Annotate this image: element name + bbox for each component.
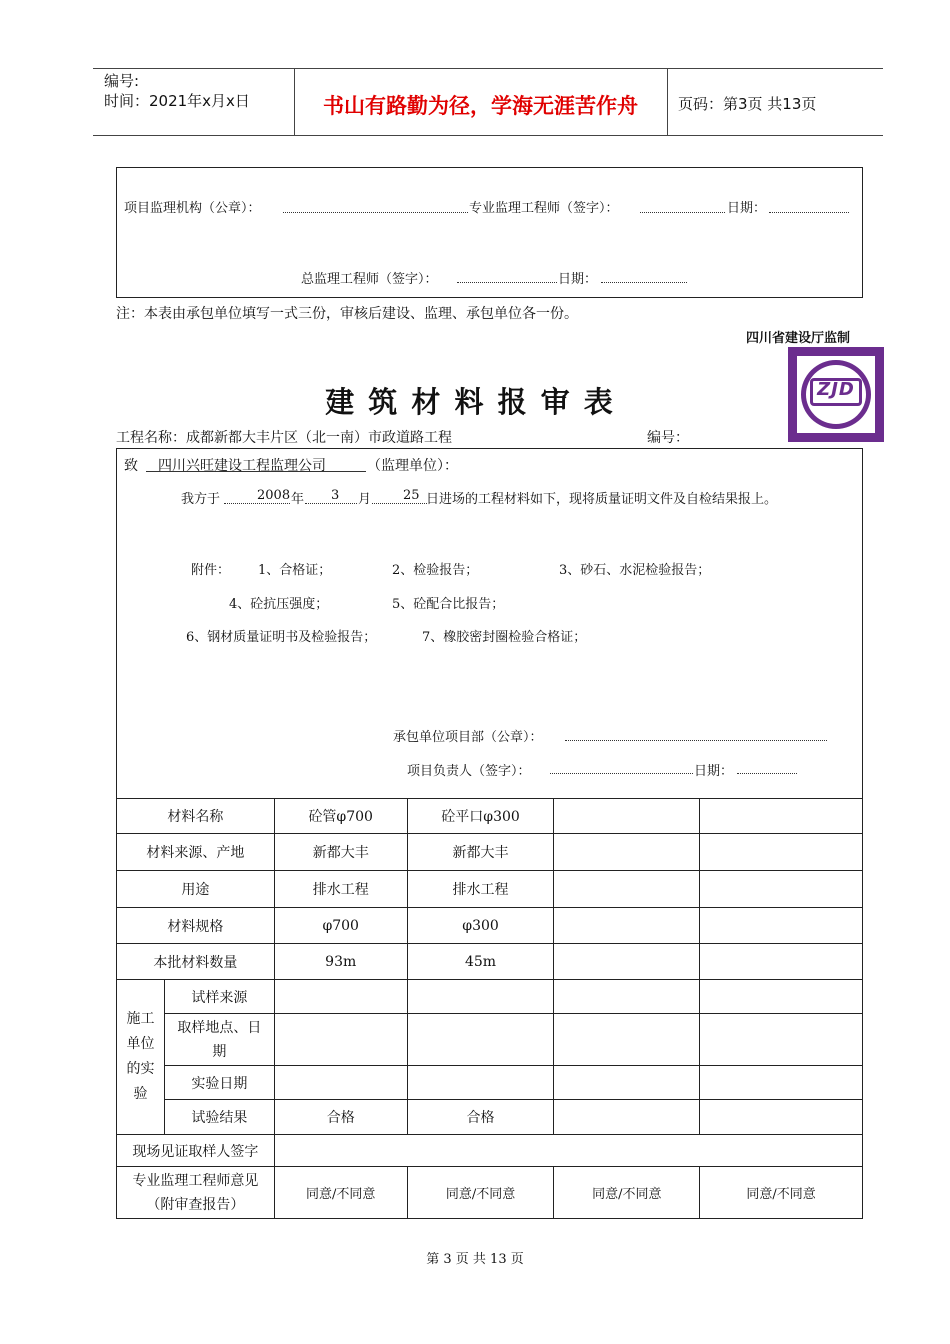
zjd-logo: ZJD bbox=[788, 347, 884, 442]
year-value: 2008 bbox=[257, 488, 291, 503]
table-cell bbox=[554, 944, 700, 980]
attachment-4: 4、砼抗压强度； bbox=[229, 597, 329, 612]
table-cell: 新都大丰 bbox=[274, 834, 407, 871]
attachment-7: 7、橡胶密封圈检验合格证； bbox=[422, 630, 587, 645]
table-cell: 砼平口φ300 bbox=[407, 799, 554, 834]
row-label: 试验结果 bbox=[164, 1100, 274, 1135]
table-row bbox=[117, 834, 863, 871]
table-row bbox=[117, 799, 863, 834]
table-cell: 排水工程 bbox=[407, 871, 554, 908]
code-label: 编号: bbox=[104, 72, 140, 90]
day-value: 25 bbox=[403, 488, 420, 503]
table-cell bbox=[407, 1014, 554, 1066]
table-cell: 合格 bbox=[407, 1100, 554, 1135]
opinion-cell: 同意/不同意 bbox=[700, 1167, 863, 1219]
table-cell bbox=[700, 834, 863, 871]
opinion-cell: 同意/不同意 bbox=[274, 1167, 407, 1219]
date2-label: 日期： bbox=[558, 272, 598, 287]
code-field: 编号： bbox=[647, 430, 689, 446]
table-cell bbox=[407, 980, 554, 1014]
row-label: 用途 bbox=[117, 871, 275, 908]
note: 注：本表由承包单位填写一式三份，审核后建设、监理、承包单位各一份。 bbox=[116, 306, 578, 322]
table-row bbox=[117, 1066, 863, 1100]
opinion-label: 专业监理工程师意见 （附审查报告） bbox=[117, 1167, 275, 1219]
table-cell: φ700 bbox=[274, 908, 407, 944]
table-row bbox=[117, 871, 863, 908]
project-name: 工程名称：成都新都大丰片区（北一南）市政道路工程 bbox=[116, 430, 452, 446]
table-cell bbox=[274, 1014, 407, 1066]
issuer-label: 四川省建设厅监制 bbox=[746, 331, 851, 346]
table-cell: 新都大丰 bbox=[407, 834, 554, 871]
table-cell bbox=[407, 1066, 554, 1100]
table-row bbox=[117, 980, 863, 1014]
table-row bbox=[117, 908, 863, 944]
month-value: 3 bbox=[331, 488, 340, 503]
opinion-cell: 同意/不同意 bbox=[554, 1167, 700, 1219]
row-label: 实验日期 bbox=[164, 1066, 274, 1100]
to-suffix: （监理单位）： bbox=[367, 458, 458, 474]
opinion-cell: 同意/不同意 bbox=[407, 1167, 554, 1219]
date1-label: 日期： bbox=[727, 201, 767, 216]
pro-engineer-label: 专业监理工程师（签字）： bbox=[469, 201, 619, 216]
month-unit: 月 bbox=[358, 492, 372, 507]
date-label: 日期： bbox=[694, 764, 734, 779]
row-label: 材料来源、产地 bbox=[117, 834, 275, 871]
statement-suffix: 日进场的工程材料如下，现将质量证明文件及自检结果报上。 bbox=[426, 492, 778, 507]
table-row bbox=[117, 1167, 863, 1219]
prev-form-box bbox=[116, 167, 863, 298]
table-cell: 93m bbox=[274, 944, 407, 980]
table-cell bbox=[700, 980, 863, 1014]
table-cell bbox=[700, 908, 863, 944]
attachment-5: 5、砼配合比报告； bbox=[392, 597, 505, 612]
table-row bbox=[117, 1135, 863, 1167]
row-label: 本批材料数量 bbox=[117, 944, 275, 980]
witness-signature-cell bbox=[274, 1135, 862, 1167]
to-prefix: 致 bbox=[124, 458, 138, 474]
table-cell: 合格 bbox=[274, 1100, 407, 1135]
table-cell bbox=[700, 871, 863, 908]
table-cell: 45m bbox=[407, 944, 554, 980]
table-row bbox=[117, 1100, 863, 1135]
table-cell bbox=[554, 908, 700, 944]
table-cell bbox=[554, 1014, 700, 1066]
table-cell: φ300 bbox=[407, 908, 554, 944]
attachments-label: 附件： bbox=[191, 563, 231, 578]
table-cell bbox=[274, 980, 407, 1014]
year-unit: 年 bbox=[291, 492, 305, 507]
page-label: 页码：第3页 共13页 bbox=[678, 95, 817, 113]
table-cell bbox=[554, 980, 700, 1014]
row-label: 材料规格 bbox=[117, 908, 275, 944]
row-label: 材料名称 bbox=[117, 799, 275, 834]
table-cell bbox=[700, 1066, 863, 1100]
table-cell bbox=[700, 1014, 863, 1066]
supervisor-org-label: 项目监理机构（公章）： bbox=[124, 201, 261, 216]
attachment-3: 3、砂石、水泥检验报告； bbox=[559, 563, 711, 578]
table-row bbox=[117, 944, 863, 980]
material-table bbox=[116, 798, 863, 1219]
time-label: 时间：2021年x月x日 bbox=[104, 92, 250, 110]
table-row bbox=[117, 1014, 863, 1066]
table-cell bbox=[554, 871, 700, 908]
attachment-2: 2、检验报告； bbox=[392, 563, 479, 578]
table-cell: 排水工程 bbox=[274, 871, 407, 908]
table-cell: 砼管φ700 bbox=[274, 799, 407, 834]
table-cell bbox=[700, 799, 863, 834]
motto: 书山有路勤为径，学海无涯苦作舟 bbox=[323, 93, 638, 118]
contractor-dept-label: 承包单位项目部（公章）： bbox=[393, 730, 543, 745]
attachment-6: 6、钢材质量证明书及检验报告； bbox=[186, 630, 377, 645]
table-cell bbox=[700, 944, 863, 980]
table-cell bbox=[274, 1066, 407, 1100]
attachment-1: 1、合格证； bbox=[258, 563, 332, 578]
page-footer: 第 3 页 共 13 页 bbox=[426, 1252, 524, 1267]
table-cell bbox=[554, 834, 700, 871]
project-lead-label: 项目负责人（签字）： bbox=[407, 764, 531, 779]
table-cell bbox=[554, 799, 700, 834]
table-cell bbox=[554, 1100, 700, 1135]
row-label: 取样地点、日 期 bbox=[164, 1014, 274, 1066]
group-label: 施工 单位 的实 验 bbox=[117, 980, 165, 1135]
chief-engineer-label: 总监理工程师（签字）： bbox=[301, 272, 438, 287]
to-company: 四川兴旺建设工程监理公司 bbox=[158, 458, 326, 474]
witness-label: 现场见证取样人签字 bbox=[117, 1135, 275, 1167]
row-label: 试样来源 bbox=[164, 980, 274, 1014]
table-cell bbox=[700, 1100, 863, 1135]
table-cell bbox=[554, 1066, 700, 1100]
form-title: 建 筑 材 料 报 审 表 bbox=[325, 385, 615, 419]
statement-prefix: 我方于 bbox=[181, 492, 221, 507]
